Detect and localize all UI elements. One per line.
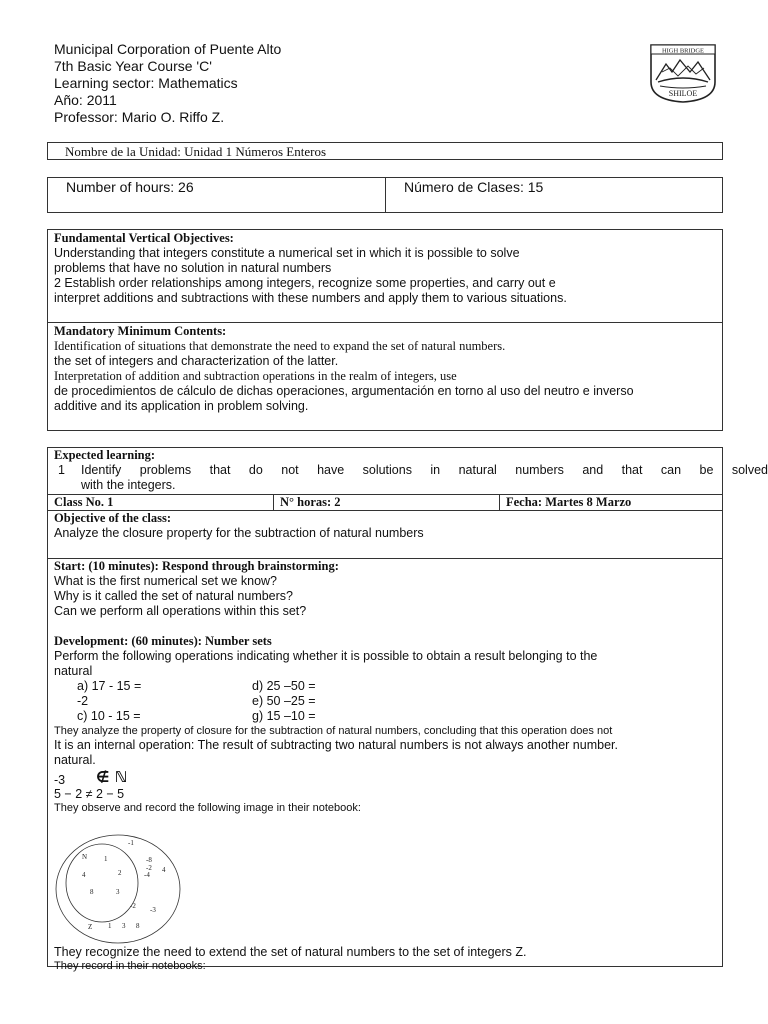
expected-word: that <box>621 463 643 477</box>
class-objective-text: Analyze the closure property for the subtraction of natural numbers <box>54 526 424 540</box>
venn-inner-number: 8 <box>90 888 94 896</box>
venn-inner-number: 3 <box>116 888 120 896</box>
objectives-line: problems that have no solution in natural numbers <box>54 261 332 275</box>
venn-inner-number: 1 <box>104 855 108 863</box>
objectives-title: Fundamental Vertical Objectives: <box>54 231 234 245</box>
lesson-box <box>47 447 768 972</box>
class-date: Fecha: Martes 8 Marzo <box>506 495 632 509</box>
expected-word: numbers <box>515 463 564 477</box>
not-in-n-line <box>54 768 722 787</box>
integer-set-venn-diagram <box>54 833 182 945</box>
venn-outer-number: -2 <box>146 864 152 872</box>
expected-word: not <box>281 463 299 477</box>
class-objective-section <box>48 511 722 559</box>
objectives-line: 2 Establish order relationships among integers, recognize some properties, and carry out e <box>54 276 556 290</box>
objectives-line: interpret additions and subtractions with these numbers and apply them to various situations. <box>54 291 567 305</box>
expected-title: Expected learning: <box>54 448 156 462</box>
start-question: What is the first numerical set we know? <box>54 574 277 588</box>
logo-bottom-text: SHILOE <box>668 89 698 98</box>
exercise-b: -2 <box>77 694 89 708</box>
class-info-row <box>48 495 722 511</box>
venn-outer-number: -8 <box>146 856 152 864</box>
venn-outer-number: -3 <box>150 906 156 914</box>
exercise-c: c) 10 - 15 = <box>77 709 141 723</box>
expected-word: solutions <box>362 463 412 477</box>
logo-top-text: HIGH BRIDGE <box>661 47 705 55</box>
start-question: Can we perform all operations within this set? <box>54 604 307 618</box>
venn-inner-number: 2 <box>118 869 122 877</box>
exercise-g: g) 15 –10 = <box>252 709 316 723</box>
header-municipality: Municipal Corporation of Puente Alto <box>54 41 282 57</box>
inequality: 5 − 2 ≠ 2 − 5 <box>54 787 125 801</box>
exercise-d: d) 25 –50 = <box>252 679 316 693</box>
recognize-line: They recognize the need to extend the set of natural numbers to the set of integers Z. <box>54 945 527 959</box>
expected-word: solved <box>731 463 768 477</box>
exercise-list <box>54 679 722 724</box>
unit-name: Nombre de la Unidad: Unidad 1 Números Enteros <box>65 144 327 159</box>
venn-label-z: Z <box>88 923 93 931</box>
venn-outer-number: 8 <box>136 922 140 930</box>
mandatory-contents-section <box>48 323 722 430</box>
analysis-line: They analyze the property of closure for the subtraction of natural numbers, concluding that this operation does not <box>54 725 613 737</box>
contents-line: the set of integers and characterization of the latter. <box>54 354 339 368</box>
venn-label-n: N <box>82 853 88 861</box>
expected-words <box>81 463 768 478</box>
objectives-line: Understanding that integers constitute a numerical set in which it is possible to solve <box>54 246 520 260</box>
contents-title: Mandatory Minimum Contents: <box>54 324 227 338</box>
expected-word: have <box>317 463 345 477</box>
header-sector: Learning sector: Mathematics <box>54 75 238 91</box>
development-title: Development: (60 minutes): Number sets <box>54 634 272 648</box>
venn-inner-number: 4 <box>82 871 86 879</box>
school-crest-icon <box>648 42 718 104</box>
development-intro: natural <box>54 664 93 678</box>
expected-word: Identify <box>81 463 122 477</box>
start-title: Start: (10 minutes): Respond through brainstorming: <box>54 559 339 573</box>
expected-word: that <box>209 463 231 477</box>
expected-learning-section <box>48 448 768 495</box>
observe-instruction: They observe and record the following image in their notebook: <box>54 802 361 814</box>
venn-outer-number: -2 <box>130 902 136 910</box>
expected-word: and <box>582 463 604 477</box>
expected-word: in <box>430 463 441 477</box>
class-objective-title: Objective of the class: <box>54 511 171 525</box>
hours-box <box>47 177 723 213</box>
numero-de-clases: Número de Clases: 15 <box>404 179 544 195</box>
record-line: They record in their notebooks: <box>54 960 206 972</box>
class-body-section <box>48 559 722 972</box>
venn-outer-number: -4 <box>144 871 150 879</box>
fundamental-objectives-section <box>48 230 722 323</box>
exercise-e: e) 50 –25 = <box>252 694 316 708</box>
unit-name-box <box>47 142 723 160</box>
header-course: 7th Basic Year Course 'C' <box>54 58 212 74</box>
venn-outer-number: 1 <box>108 922 112 930</box>
expected-line-2: with the integers. <box>81 478 176 492</box>
expected-word: can <box>660 463 682 477</box>
class-hours: N° horas: 2 <box>274 495 500 510</box>
development-intro: Perform the following operations indicating whether it is possible to obtain a result belonging to the <box>54 649 598 663</box>
start-question: Why is it called the set of natural numbers? <box>54 589 294 603</box>
header-year: Año: 2011 <box>54 92 117 108</box>
objectives-contents-box <box>47 229 723 431</box>
expected-word: do <box>248 463 263 477</box>
number-of-hours: Number of hours: 26 <box>48 178 386 212</box>
analysis-line: It is an internal operation: The result of subtracting two natural numbers is not always another number. <box>54 738 618 752</box>
contents-line: additive and its application in problem solving. <box>54 399 309 413</box>
not-element-of-n: ∉ ℕ <box>96 768 128 786</box>
expected-word: natural <box>458 463 497 477</box>
expected-word: problems <box>139 463 192 477</box>
contents-line: Interpretation of addition and subtraction operations in the realm of integers, use <box>54 369 457 383</box>
class-number: Class No. 1 <box>48 495 274 510</box>
document-header <box>54 41 281 126</box>
expected-line-1 <box>54 463 768 478</box>
analysis-line: natural. <box>54 753 96 767</box>
venn-outer-number: 3 <box>122 922 126 930</box>
exercise-a: a) 17 - 15 = <box>77 679 142 693</box>
expected-word: be <box>699 463 714 477</box>
closing-lines <box>54 945 527 973</box>
venn-outer-number: 4 <box>162 866 166 874</box>
venn-outer-number: -1 <box>128 839 134 847</box>
contents-line: de procedimientos de cálculo de dichas operaciones, argumentación en torno al uso del neutro e inverso <box>54 384 634 398</box>
contents-line: Identification of situations that demonstrate the need to expand the set of natural numbers. <box>54 339 506 353</box>
header-professor: Professor: Mario O. Riffo Z. <box>54 109 225 125</box>
minus-three: -3 <box>54 773 66 787</box>
expected-item-number: 1 <box>58 463 65 477</box>
